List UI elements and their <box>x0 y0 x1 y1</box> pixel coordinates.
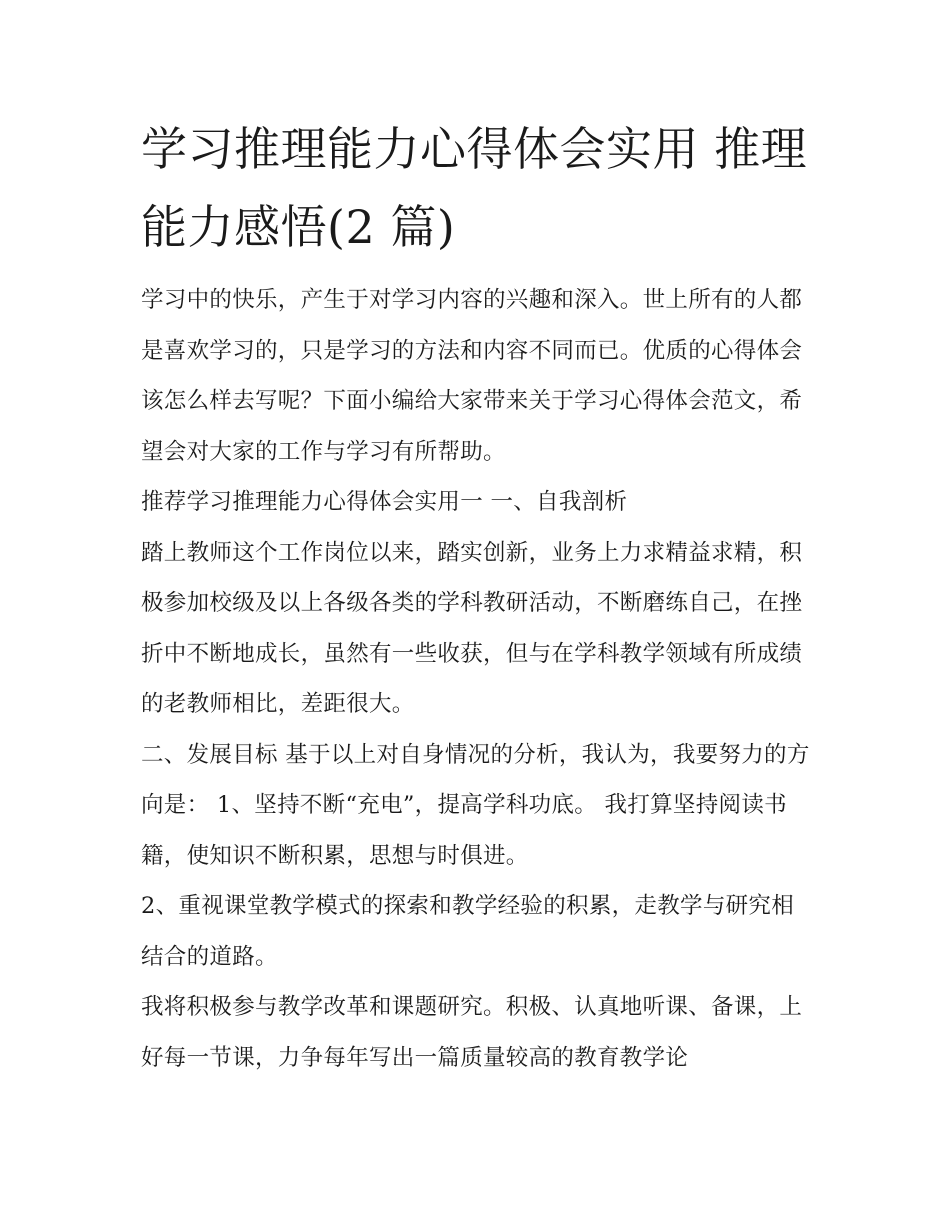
paragraph-self-analysis: 踏上教师这个工作岗位以来，踏实创新，业务上力求精益求精，积极参加校级及以上各级各类的学科教研活动，不断磨练自己，在挫折中不断地成长，虽然有一些收获，但与在学科教学领域有所成绩的老教师相比，差距很大。 <box>141 539 803 717</box>
paragraph-teaching-research: 2、重视课堂教学模式的探索和教学经验的积累，走教学与研究相结合的道路。 <box>141 893 795 970</box>
paragraph-teaching-reform: 我将积极参与教学改革和课题研究。积极、认真地听课、备课，上好每一节课，力争每年写出一篇质量较高的教育教学论 <box>141 994 803 1071</box>
document-page <box>141 110 813 1083</box>
paragraph-section-heading: 推荐学习推理能力心得体会实用一 一、自我剖析 <box>141 489 628 515</box>
document-title: 学习推理能力心得体会实用 推理能力感悟(2 篇) <box>141 122 808 254</box>
paragraph-development-goals: 二、发展目标 基于以上对自身情况的分析，我认为，我要努力的方向是： 1、坚持不断“充电”，提高学科功底。 我打算坚持阅读书籍，使知识不断积累，思想与时俱进。 <box>141 741 810 869</box>
document-body <box>141 275 813 1083</box>
paragraph-intro: 学习中的快乐，产生于对学习内容的兴趣和深入。世上所有的人都是喜欢学习的，只是学习的方法和内容不同而已。优质的心得体会该怎么样去写呢？下面小编给大家带来关于学习心得体会范文，希望会对大家的工作与学习有所帮助。 <box>141 287 803 465</box>
